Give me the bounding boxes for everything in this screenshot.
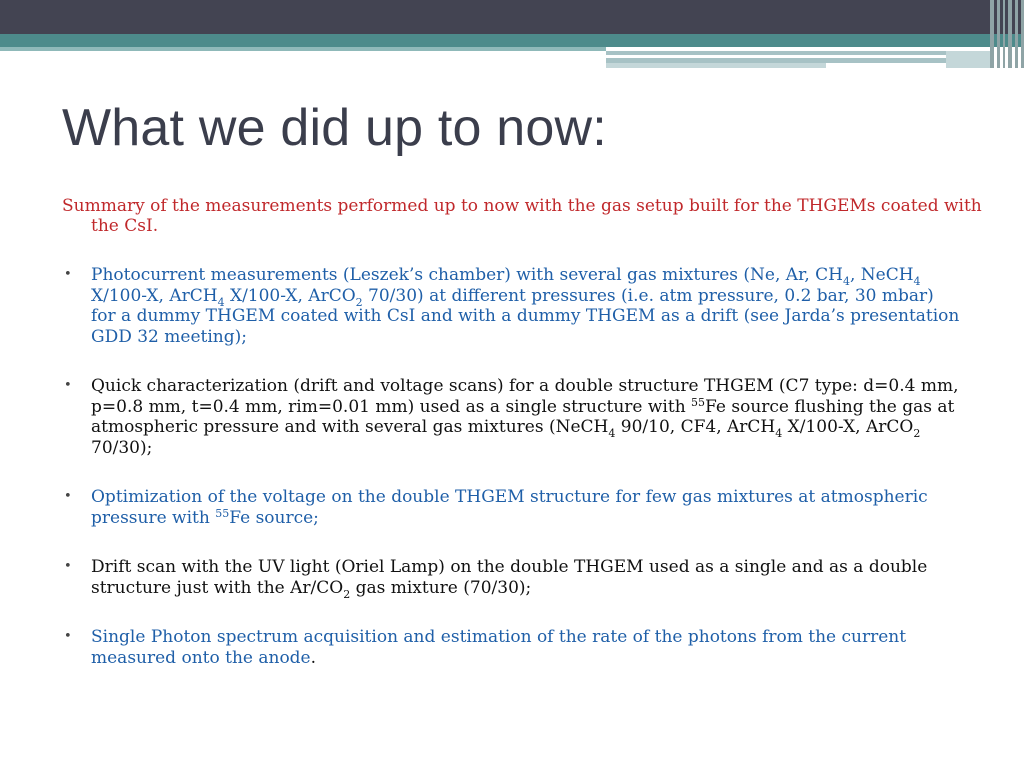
bullet-text-part: 2 — [343, 587, 351, 601]
summary-text: Summary of the measurements performed up to now with the gas setup built for the THGEMs coated with the CsI. — [62, 196, 982, 236]
decor-vertical-bar — [1008, 0, 1012, 68]
bullet-text-part: 2 — [355, 295, 363, 309]
bullet-text-part: Drift scan with the UV light (Oriel Lamp) on the double THGEM used as a single and as a double structure just with the Ar/CO — [91, 557, 928, 598]
bullet-text — [91, 487, 928, 528]
bullet-text-part: 4 — [842, 275, 850, 288]
decor-vertical-bar — [997, 0, 1000, 68]
bullet-text-part: 55 — [691, 395, 706, 409]
bullet-text — [91, 376, 959, 458]
decor-stripe — [946, 51, 990, 68]
bullet-item — [62, 557, 962, 601]
bullet-text-part: , NeCH — [849, 265, 914, 285]
bullet-item — [62, 265, 962, 347]
decor-vertical-bar — [1003, 0, 1005, 68]
bullet-text-part: 4 — [775, 427, 783, 440]
bullet-item — [62, 627, 962, 668]
bullet-list — [62, 265, 962, 697]
bullet-item — [62, 487, 962, 528]
bullet-text-part: . — [310, 647, 317, 668]
decor-vertical-bar — [1015, 0, 1018, 68]
bullet-text-part: X/100-X, ArCO — [224, 285, 356, 306]
bullet-text-part: 4 — [217, 295, 225, 309]
decor-stripe — [606, 63, 826, 68]
bullet-text-part: 2 — [913, 427, 921, 440]
bullet-text-part: X/100-X, ArCO — [782, 417, 914, 437]
bullet-text-part: Fe source; — [229, 507, 319, 528]
bullet-dot: • — [64, 267, 72, 282]
accent-band — [0, 34, 1024, 47]
bullet-text-part: 90/10, CF4, ArCH — [615, 417, 776, 437]
bullet-text-part: gas mixture (70/30); — [350, 577, 532, 598]
bullet-dot: • — [64, 629, 72, 644]
bullet-text-part: Single Photon spectrum acquisition and estimation of the rate of the photons from the current measured onto the anode — [91, 627, 907, 668]
bullet-text-part: Quick characterization (drift and voltage scans) for a double structure THGEM (C7 type: d=0.4 mm, p=0.8 mm, t=0.4 mm, rim=0.01 mm) used as a single structure with — [91, 376, 959, 417]
bullet-dot: • — [64, 559, 72, 574]
accent-band-light — [0, 47, 606, 51]
bullet-text-part: Fe source flushing the gas at atmospheric pressure and with several gas mixtures (NeCH — [91, 396, 955, 437]
bullet-dot: • — [64, 378, 72, 393]
decor-stripe — [606, 51, 946, 55]
decor-vertical-bar — [990, 0, 994, 68]
header-bar — [0, 0, 1024, 34]
bullet-text-part: X/100-X, ArCH — [91, 285, 218, 306]
bullet-item — [62, 376, 962, 458]
bullet-text-part: 55 — [215, 506, 230, 520]
bullet-dot: • — [64, 489, 72, 504]
bullet-text-part: 70/30) at different pressures (i.e. atm pressure, 0.2 bar, 30 mbar) for a dummy THGEM coated with CsI and with a dummy THGEM as a drift (see Jarda’s presentation GDD 32 meeting); — [91, 285, 960, 347]
bullet-text-part: 4 — [608, 427, 616, 440]
bullet-text-part: 4 — [913, 275, 921, 288]
bullet-text-part: 70/30); — [91, 437, 153, 458]
bullet-text-part: Optimization of the voltage on the double THGEM structure for few gas mixtures at atmospheric pressure with — [91, 487, 928, 528]
slide-title: What we did up to now: — [62, 99, 607, 157]
bullet-text — [91, 557, 928, 601]
bullet-text — [91, 265, 959, 347]
bullet-text-part: Photocurrent measurements (Leszek’s chamber) with several gas mixtures (Ne, Ar, CH — [91, 265, 843, 285]
bullet-text — [91, 627, 906, 668]
